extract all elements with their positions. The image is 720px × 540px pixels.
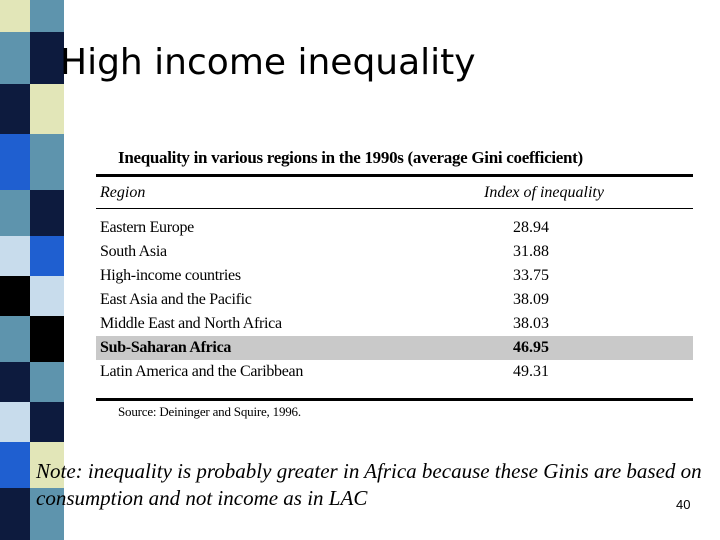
gini-value-cell: 38.03 bbox=[513, 315, 549, 332]
gini-value-cell: 31.88 bbox=[513, 243, 549, 260]
gini-value-cell: 28.94 bbox=[513, 219, 549, 236]
table-row bbox=[96, 240, 693, 264]
gini-value-cell: 49.31 bbox=[513, 363, 549, 380]
header-rule bbox=[96, 208, 693, 209]
inequality-table bbox=[96, 146, 693, 424]
column-header-region: Region bbox=[100, 184, 146, 201]
table-row-highlighted bbox=[96, 336, 693, 360]
table-bottom-rule bbox=[96, 398, 693, 401]
table-row bbox=[96, 360, 693, 384]
table-row bbox=[96, 216, 693, 240]
region-cell: East Asia and the Pacific bbox=[100, 291, 252, 308]
table-row bbox=[96, 288, 693, 312]
gini-value-cell: 33.75 bbox=[513, 267, 549, 284]
gini-value-cell: 38.09 bbox=[513, 291, 549, 308]
slide-note: Note: inequality is probably greater in Africa because these Ginis are based on consumption and not income as in LAC bbox=[36, 459, 702, 510]
table-row bbox=[96, 312, 693, 336]
column-header-index: Index of inequality bbox=[484, 184, 604, 201]
region-cell: High-income countries bbox=[100, 267, 241, 284]
region-cell: Sub-Saharan Africa bbox=[100, 339, 232, 356]
page-number: 40 bbox=[676, 497, 691, 512]
table-top-rule bbox=[96, 174, 693, 177]
table-source: Source: Deininger and Squire, 1996. bbox=[118, 404, 301, 419]
gini-value-cell: 46.95 bbox=[513, 339, 549, 356]
region-cell: Middle East and North Africa bbox=[100, 315, 282, 332]
table-body bbox=[96, 216, 693, 384]
region-cell: South Asia bbox=[100, 243, 167, 260]
slide-title: High income inequality bbox=[60, 42, 476, 83]
region-cell: Eastern Europe bbox=[100, 219, 194, 236]
region-cell: Latin America and the Caribbean bbox=[100, 363, 304, 380]
table-row bbox=[96, 264, 693, 288]
table-title: Inequality in various regions in the 1990s (average Gini coefficient) bbox=[118, 148, 583, 167]
